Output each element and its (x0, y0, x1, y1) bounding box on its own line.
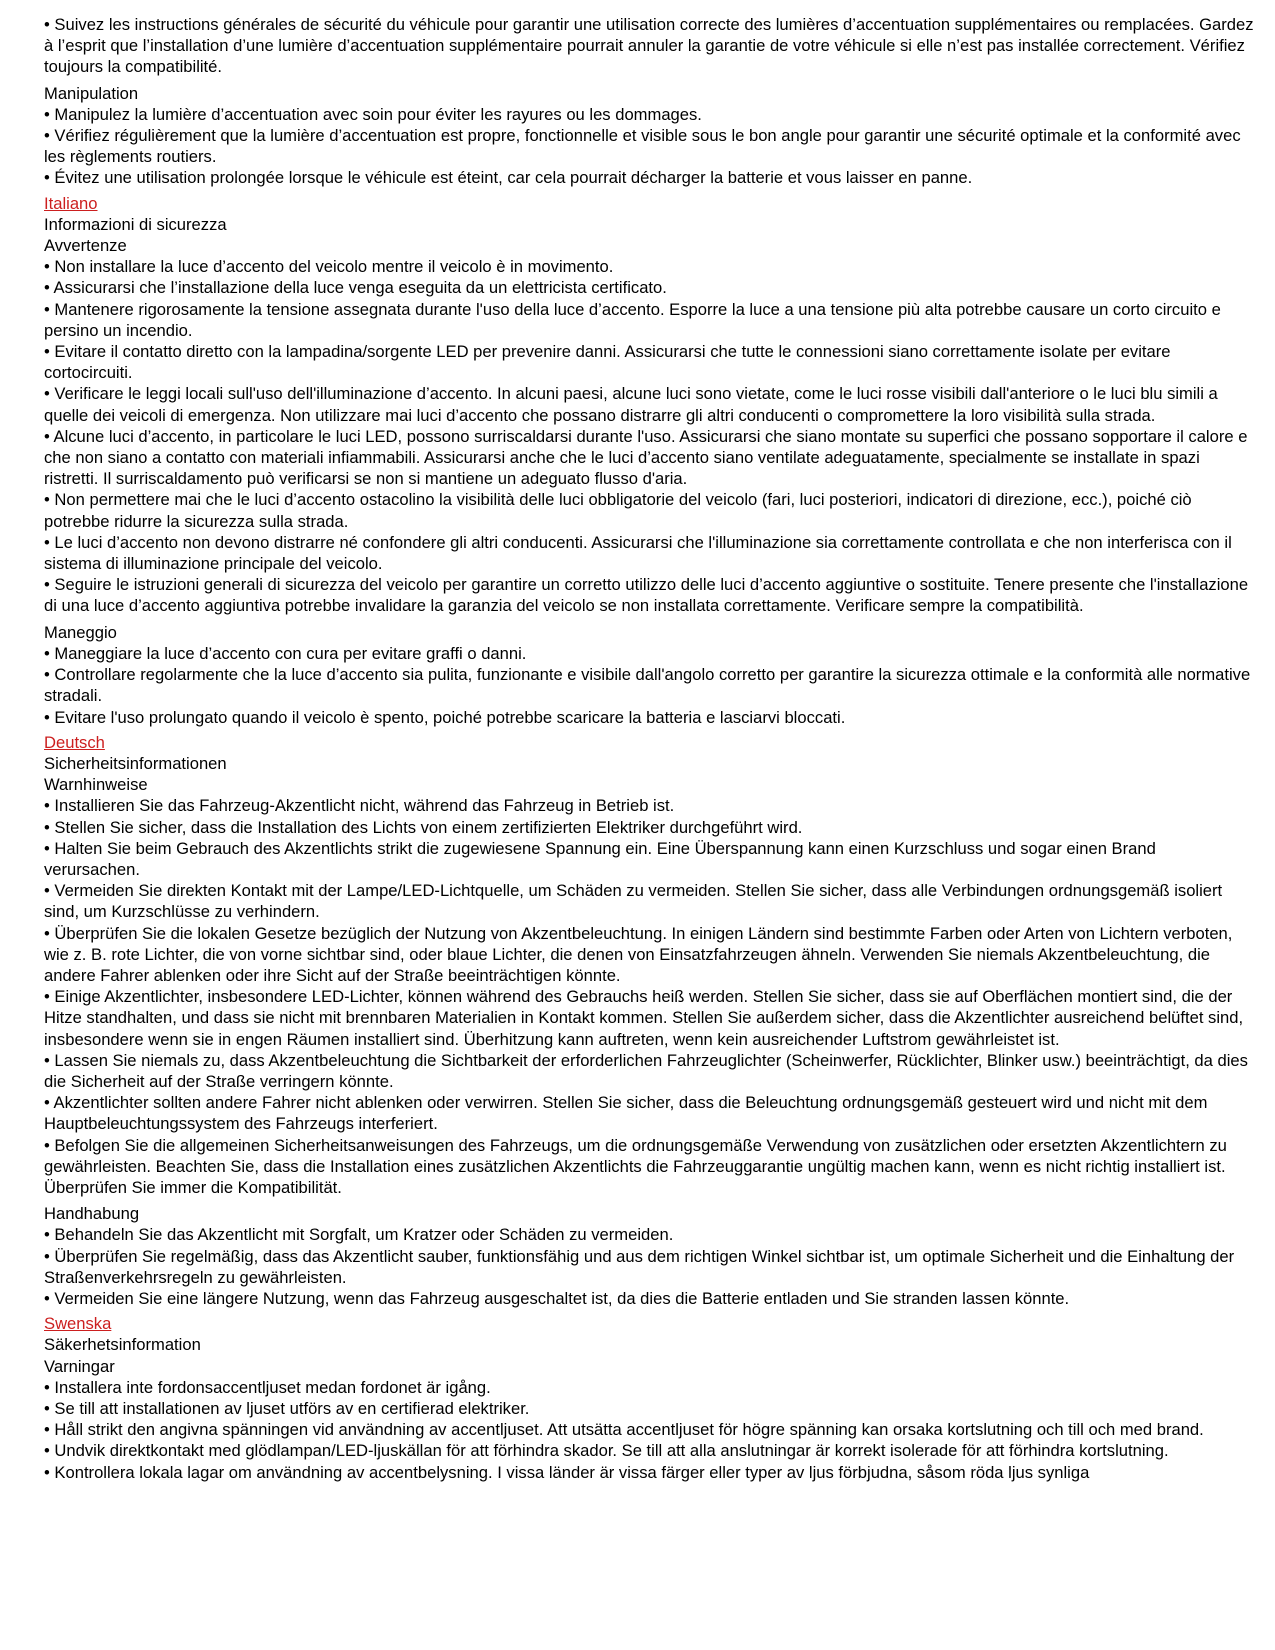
de-warning-item: • Akzentlichter sollten andere Fahrer nicht ablenken oder verwirren. Stellen Sie sicher, dass die Beleuchtung ordnungsgemäß gesteuert wird und nicht mit dem Hauptbeleuchtungssystem des Fahrzeugs interferiert. (44, 1093, 1208, 1134)
de-warning-item: • Befolgen Sie die allgemeinen Sicherheitsanweisungen des Fahrzeugs, um die ordnungsgemäße Verwendung von zusätzlichen oder ersetzten Akzentlichtern zu gewährleisten. Beachten Sie, dass die Installation eines zusätzlichen Akzentlichts die Fahrzeuggarantie ungültig machen kann, wenn es nicht richtig installiert ist. Überprüfen Sie immer die Kompatibilität. (44, 1135, 1227, 1197)
sv-warning-item: • Håll strikt den angivna spänningen vid användning av accentljuset. Att utsätta accentljuset för högre spänning kan orsaka kortslutning och till och med brand. (44, 1420, 1204, 1440)
sv-warning-item: • Se till att installationen av ljuset utförs av en certifierad elektriker. (44, 1399, 530, 1418)
de-warning-item: • Lassen Sie niemals zu, dass Akzentbeleuchtung die Sichtbarkeit der erforderlichen Fahrzeuglichter (Scheinwerfer, Rücklichter, Blinker usw.) beeinträchtigt, da dies die Sicherheit auf der Straße verringern könnte. (44, 1050, 1248, 1091)
sv-warning-item: • Installera inte fordonsaccentljuset medan fordonet är igång. (44, 1377, 491, 1397)
it-handling-item: • Controllare regolarmente che la luce d’accento sia pulita, funzionante e visibile dall'angolo corretto per garantire la sicurezza ottimale e la conformità alle normative stradali. (44, 665, 1251, 706)
it-warning-item: • Non installare la luce d’accento del veicolo mentre il veicolo è in movimento. (44, 257, 614, 277)
fr-handling-item: • Vérifiez régulièrement que la lumière d’accentuation est propre, fonctionnelle et visible sous le bon angle pour garantir une sécurité optimale et la conformité avec les règlements routiers. (44, 126, 1241, 167)
it-warning-item: • Assicurarsi che l’installazione della luce venga eseguita da un elettricista certificato. (44, 278, 667, 298)
de-handling-item: • Vermeiden Sie eine längere Nutzung, wenn das Fahrzeug ausgeschaltet ist, da dies die Batterie entladen und Sie stranden lassen könnte. (44, 1288, 1070, 1308)
it-warning-item: • Non permettere mai che le luci d’accento ostacolino la visibilità delle luci obbligatorie del veicolo (fari, luci posteriori, indicatori di direzione, ecc.), poiché ciò potrebbe ridurre la sicurezza sulla strada. (44, 490, 1192, 531)
de-warnings-heading: Warnhinweise (44, 775, 148, 795)
it-warning-item: • Mantenere rigorosamente la tensione assegnata durante l'uso della luce d’accento. Esporre la luce a una tensione più alta potrebbe causare un corto circuito e persino un incendio. (44, 299, 1221, 340)
it-safety-heading: Informazioni di sicurezza (44, 214, 227, 234)
de-handling-item: • Behandeln Sie das Akzentlicht mit Sorgfalt, um Kratzer oder Schäden zu vermeiden. (44, 1225, 674, 1245)
language-heading-swenska: Swenska (44, 1314, 112, 1334)
sv-safety-heading: Säkerhetsinformation (44, 1335, 201, 1355)
de-warning-item: • Einige Akzentlichter, insbesondere LED-Lichter, können während des Gebrauchs heiß werden. Stellen Sie sicher, dass sie auf Oberflächen montiert sind, die der Hitze standhalten, und dass sie nicht mit brennbaren Materialien in Kontakt kommen. Stellen Sie außerdem sicher, dass die Akzentlichter ausreichend belüftet sind, insbesondere wenn sie in engen Räumen installiert sind. Überhitzung kann auftreten, wenn kein ausreichender Luftstrom gewährleistet ist. (44, 987, 1244, 1049)
sv-warning-item: • Undvik direktkontakt med glödlampan/LED-ljuskällan för att förhindra skador. Se till att alla anslutningar är korrekt isolerade för att förhindra kortslutning. (44, 1441, 1169, 1461)
it-warning-item: • Evitare il contatto diretto con la lampadina/sorgente LED per prevenire danni. Assicurarsi che tutte le connessioni siano correttamente isolate per evitare cortocircuiti. (44, 342, 1171, 383)
de-warning-item: • Installieren Sie das Fahrzeug-Akzentlicht nicht, während das Fahrzeug in Betrieb ist. (44, 796, 675, 816)
de-warning-item: • Vermeiden Sie direkten Kontakt mit der Lampe/LED-Lichtquelle, um Schäden zu vermeiden. Stellen Sie sicher, dass alle Verbindungen ordnungsgemäß isoliert sind, um Kurzschlüsse zu verhindern. (44, 881, 1223, 922)
sv-warning-item: • Kontrollera lokala lagar om användning av accentbelysning. I vissa länder är vissa färger eller typer av ljus förbjudna, såsom röda ljus synliga (44, 1462, 1090, 1482)
it-warning-item: • Verificare le leggi locali sull'uso dell'illuminazione d’accento. In alcuni paesi, alcune luci sono vietate, come le luci rosse visibili dall'anteriore o le luci blu simili a quelle dei veicoli di emergenza. Non utilizzare mai luci d’accento che possano distrarre gli altri conducenti o compromettere la loro visibilità sulla strada. (44, 384, 1218, 425)
de-safety-heading: Sicherheitsinformationen (44, 753, 227, 773)
document-page (44, 14, 1256, 1483)
sv-warnings-heading: Varningar (44, 1356, 115, 1376)
language-heading-deutsch: Deutsch (44, 732, 105, 752)
it-handling-heading: Maneggio (44, 622, 117, 642)
it-handling-item: • Maneggiare la luce d’accento con cura per evitare graffi o danni. (44, 643, 527, 663)
language-heading-italiano: Italiano (44, 193, 98, 213)
fr-handling-item: • Manipulez la lumière d’accentuation avec soin pour éviter les rayures ou les dommages. (44, 104, 702, 124)
it-warning-item: • Alcune luci d’accento, in particolare le luci LED, possono surriscaldarsi durante l'uso. Assicurarsi che siano montate su superfici che possano sopportare il calore e che non siano a contatto con materiali infiammabili. Assicurarsi anche che le luci d’accento siano ventilate adeguatamente, specialmente se installate in spazi ristretti. Il surriscaldamento può verificarsi se non si mantiene un adeguato flusso d'aria. (44, 426, 1248, 489)
fr-handling-item: • Évitez une utilisation prolongée lorsque le véhicule est éteint, car cela pourrait décharger la batterie et vous laisser en panne. (44, 168, 973, 188)
it-warnings-heading: Avvertenze (44, 236, 127, 256)
de-warning-item: • Stellen Sie sicher, dass die Installation des Lichts von einem zertifizierten Elektriker durchgeführt wird. (44, 817, 803, 837)
it-warning-item: • Seguire le istruzioni generali di sicurezza del veicolo per garantire un corretto utilizzo delle luci d’accento aggiuntive o sostituite. Tenere presente che l'installazione di una luce d’accento aggiuntiva potrebbe invalidare la garanzia del veicolo se non installata correttamente. Verificare sempre la compatibilità. (44, 575, 1249, 616)
it-handling-item: • Evitare l'uso prolungato quando il veicolo è spento, poiché potrebbe scaricare la batteria e lasciarvi bloccati. (44, 707, 846, 727)
de-handling-heading: Handhabung (44, 1204, 140, 1224)
it-warning-item: • Le luci d’accento non devono distrarre né confondere gli altri conducenti. Assicurarsi che l'illuminazione sia correttamente controllata e che non interferisca con il sistema di illuminazione principale del veicolo. (44, 532, 1232, 574)
fr-intro-bullet: • Suivez les instructions générales de sécurité du véhicule pour garantir une utilisation correcte des lumières d’accentuation supplémentaires ou remplacées. Gardez à l’esprit que l’installation d’une lumière d’accentuation supplémentaire pourrait annuler la garantie de votre véhicule si elle n’est pas installée correctement. Vérifiez toujours la compatibilité. (44, 15, 1254, 77)
de-warning-item: • Halten Sie beim Gebrauch des Akzentlichts strikt die zugewiesene Spannung ein. Eine Überspannung kann einen Kurzschluss und sogar einen Brand verursachen. (44, 838, 1156, 879)
fr-handling-heading: Manipulation (44, 83, 139, 103)
de-handling-item: • Überprüfen Sie regelmäßig, dass das Akzentlicht sauber, funktionsfähig und aus dem richtigen Winkel sichtbar ist, um optimale Sicherheit und die Einhaltung der Straßenverkehrsregeln zu gewährleisten. (44, 1246, 1235, 1287)
de-warning-item: • Überprüfen Sie die lokalen Gesetze bezüglich der Nutzung von Akzentbeleuchtung. In einigen Ländern sind bestimmte Farben oder Arten von Lichtern verboten, wie z. B. rote Lichter, die von vorne sichtbar sind, oder blaue Lichter, die denen von Einsatzfahrzeugen ähneln. Verwenden Sie niemals Akzentbeleuchtung, die andere Fahrer ablenken oder ihre Sicht auf der Straße beeinträchtigen könnte. (44, 923, 1233, 985)
